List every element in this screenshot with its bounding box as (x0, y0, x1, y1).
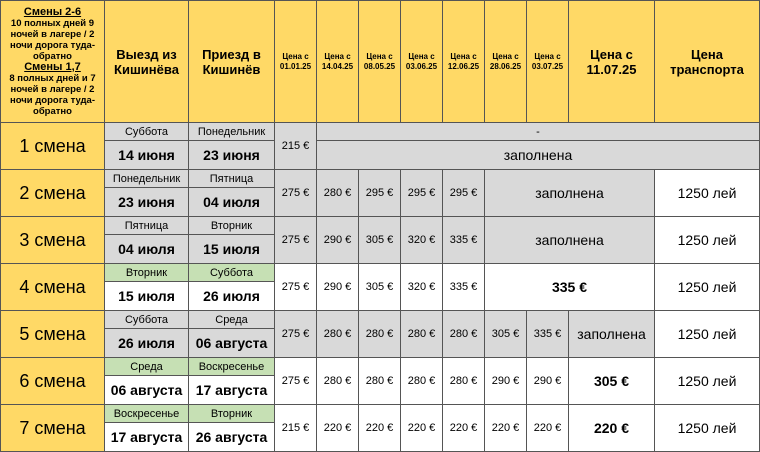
current-price: 305 € (569, 358, 655, 405)
price-header: Цена с 14.04.25 (317, 1, 359, 123)
price-cell: 290 € (317, 217, 359, 264)
price-header-big: Цена с 11.07.25 (569, 1, 655, 123)
arrive-date: 04 июля (189, 188, 275, 217)
shift-name: 1 смена (1, 123, 105, 170)
shift-name: 7 смена (1, 405, 105, 452)
price-cell: 275 € (275, 311, 317, 358)
shift-name: 2 смена (1, 170, 105, 217)
table-row (1, 405, 760, 423)
dash-cell: - (317, 123, 760, 141)
shift-name: 3 смена (1, 217, 105, 264)
price-cell: 305 € (485, 311, 527, 358)
price-header: Цена с 03.06.25 (401, 1, 443, 123)
price-cell: 275 € (275, 217, 317, 264)
price-cell: 280 € (443, 358, 485, 405)
price-cell: 275 € (275, 170, 317, 217)
price-cell: 280 € (443, 311, 485, 358)
arrive-day: Среда (189, 311, 275, 329)
table-row (1, 358, 760, 376)
arrive-header: Приезд в Кишинёв (189, 1, 275, 123)
transport-price: 1250 лей (655, 170, 760, 217)
depart-day: Пятница (105, 217, 189, 235)
price-cell: 280 € (317, 311, 359, 358)
arrive-date: 26 августа (189, 423, 275, 452)
price-cell: 335 € (527, 311, 569, 358)
price-header: Цена с 01.01.25 (275, 1, 317, 123)
transport-header: Цена транспорта (655, 1, 760, 123)
arrive-date: 26 июля (189, 282, 275, 311)
table-row (1, 217, 760, 235)
price-cell: 280 € (317, 358, 359, 405)
transport-price: 1250 лей (655, 217, 760, 264)
depart-date: 06 августа (105, 376, 189, 405)
status-cell: заполнена (485, 170, 655, 217)
arrive-date: 06 августа (189, 329, 275, 358)
arrive-date: 17 августа (189, 376, 275, 405)
arrive-day: Понедельник (189, 123, 275, 141)
price-header: Цена с 28.06.25 (485, 1, 527, 123)
depart-day: Среда (105, 358, 189, 376)
price-cell: 280 € (359, 311, 401, 358)
depart-date: 04 июля (105, 235, 189, 264)
price-cell: 280 € (401, 358, 443, 405)
depart-date: 14 июня (105, 141, 189, 170)
price-cell: 215 € (275, 123, 317, 170)
arrive-day: Вторник (189, 217, 275, 235)
price-cell: 290 € (317, 264, 359, 311)
arrive-day: Вторник (189, 405, 275, 423)
price-cell: 320 € (401, 217, 443, 264)
price-cell: 215 € (275, 405, 317, 452)
price-cell: 290 € (527, 358, 569, 405)
price-cell: 220 € (401, 405, 443, 452)
depart-date: 23 июня (105, 188, 189, 217)
price-header: Цена с 08.05.25 (359, 1, 401, 123)
depart-date: 15 июля (105, 282, 189, 311)
shift-name: 6 смена (1, 358, 105, 405)
table-row (1, 170, 760, 188)
price-cell: 295 € (443, 170, 485, 217)
depart-date: 17 августа (105, 423, 189, 452)
price-header: Цена с 12.06.25 (443, 1, 485, 123)
price-cell: 220 € (527, 405, 569, 452)
price-cell: 275 € (275, 358, 317, 405)
shifts-1-7-title: Смены 1,7 (24, 60, 81, 73)
arrive-day: Воскресенье (189, 358, 275, 376)
price-cell: 295 € (401, 170, 443, 217)
price-cell: 280 € (359, 358, 401, 405)
depart-header: Выезд из Кишинёва (105, 1, 189, 123)
depart-day: Суббота (105, 311, 189, 329)
shifts-1-7-desc: 8 полных дней и 7 ночей в лагере / 2 ночи дорога туда-обратно (9, 72, 96, 117)
price-cell: 305 € (359, 217, 401, 264)
depart-day: Понедельник (105, 170, 189, 188)
price-cell: 220 € (359, 405, 401, 452)
price-cell: 220 € (443, 405, 485, 452)
status-cell: заполнена (317, 141, 760, 170)
shift-name: 4 смена (1, 264, 105, 311)
price-cell: 280 € (401, 311, 443, 358)
price-cell: 290 € (485, 358, 527, 405)
arrive-date: 15 июля (189, 235, 275, 264)
price-cell: 305 € (359, 264, 401, 311)
arrive-date: 23 июня (189, 141, 275, 170)
transport-price: 1250 лей (655, 405, 760, 452)
depart-date: 26 июля (105, 329, 189, 358)
depart-day: Суббота (105, 123, 189, 141)
status-cell: заполнена (569, 311, 655, 358)
shifts-info (1, 1, 105, 123)
price-cell: 320 € (401, 264, 443, 311)
arrive-day: Пятница (189, 170, 275, 188)
table-row (1, 311, 760, 329)
header-row (1, 1, 760, 123)
price-cell: 335 € (443, 217, 485, 264)
price-cell: 275 € (275, 264, 317, 311)
price-cell: 280 € (317, 170, 359, 217)
current-price: 335 € (485, 264, 655, 311)
status-cell: заполнена (485, 217, 655, 264)
price-cell: 220 € (317, 405, 359, 452)
depart-day: Воскресенье (105, 405, 189, 423)
transport-price: 1250 лей (655, 358, 760, 405)
table-row (1, 123, 760, 141)
table-row (1, 264, 760, 282)
depart-day: Вторник (105, 264, 189, 282)
transport-price: 1250 лей (655, 264, 760, 311)
transport-price: 1250 лей (655, 311, 760, 358)
price-cell: 220 € (485, 405, 527, 452)
arrive-day: Суббота (189, 264, 275, 282)
shifts-2-6-title: Смены 2-6 (23, 5, 82, 18)
price-cell: 295 € (359, 170, 401, 217)
current-price: 220 € (569, 405, 655, 452)
price-header: Цена с 03.07.25 (527, 1, 569, 123)
shift-name: 5 смена (1, 311, 105, 358)
shifts-2-6-desc: 10 полных дней 9 ночей в лагере / 2 ночи дорога туда-обратно (9, 17, 96, 62)
price-cell: 335 € (443, 264, 485, 311)
